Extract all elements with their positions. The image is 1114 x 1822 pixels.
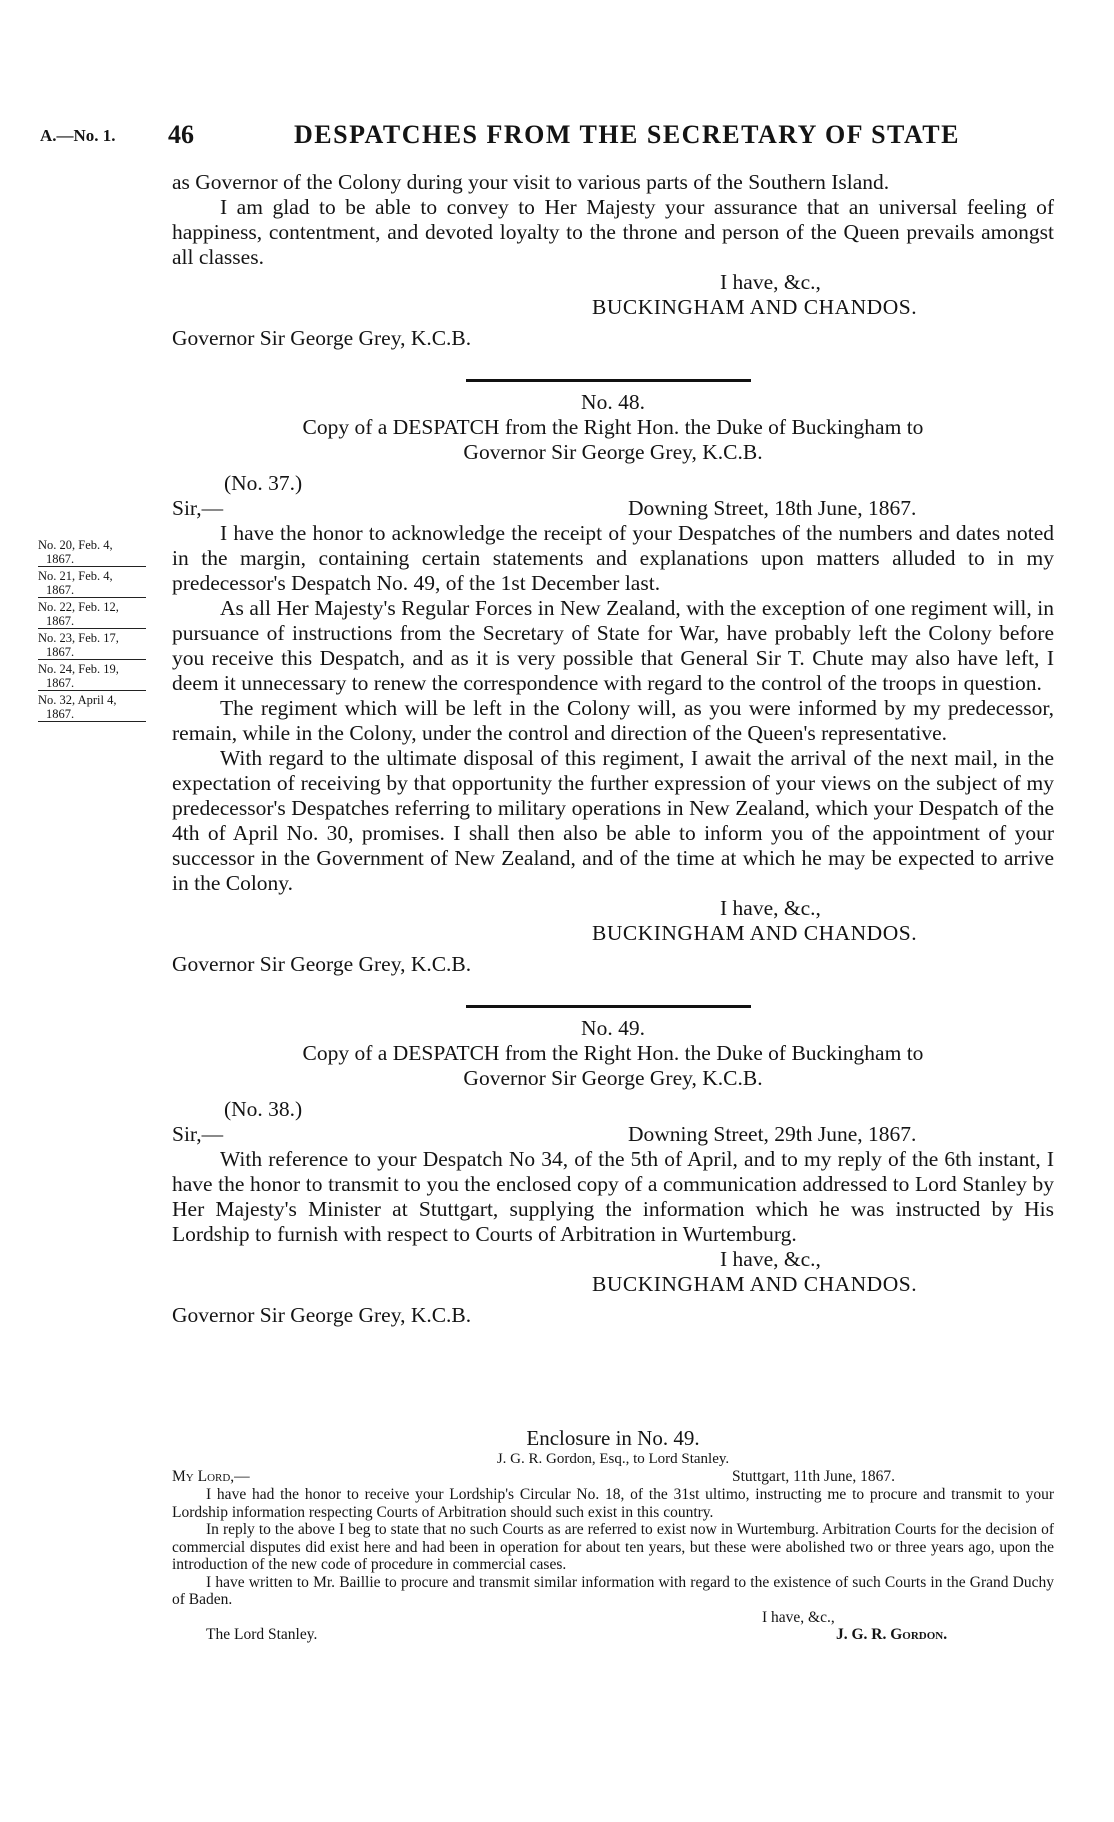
enclosure-paragraph: I have written to Mr. Baillie to procure and transmit similar information with regard to the existence of such Courts in the Grand Duchy of Baden. xyxy=(172,1573,1054,1608)
enclosure-paragraph: I have had the honor to receive your Lordship's Circular No. 18, of the 31st ultimo, instructing me to procure and transmit to your Lordship information respecting Courts of Arbitration should such exist in this country. xyxy=(172,1486,1054,1521)
despatch-ref: (No. 37.) xyxy=(224,471,303,495)
margin-note: No. 24, Feb. 19, 1867. xyxy=(38,662,156,691)
enclosure-from: J. G. R. Gordon, Esq., to Lord Stanley. xyxy=(496,1451,730,1467)
enclosure-addressee: The Lord Stanley. xyxy=(206,1626,318,1643)
closing: I have, &c., xyxy=(720,1247,821,1271)
closing: I have, &c., xyxy=(720,270,821,294)
section-divider xyxy=(466,1005,751,1008)
margin-note: No. 22, Feb. 12, 1867. xyxy=(38,600,156,629)
margin-note: No. 20, Feb. 4, 1867. xyxy=(38,538,156,567)
body-paragraph: With regard to the ultimate disposal of this regiment, I await the arrival of the next mail, in the expectation of receiving by that opportunity the further expression of your views on the subject of my predecessor's Despatches referring to military operations in New Zealand, which your Despatch of the 4th of April No. 30, promises. I shall then also be able to inform you of the appointment of your successor in the Government of New Zealand, and of the time at which he may be expected to arrive in the Colony. xyxy=(172,746,1054,895)
salutation: Sir,— xyxy=(172,496,224,520)
despatch-heading-recipient: Governor Sir George Grey, K.C.B. xyxy=(463,1066,763,1090)
enclosure-salutation: My Lord,— xyxy=(172,1468,250,1485)
addressee: Governor Sir George Grey, K.C.B. xyxy=(172,1303,472,1327)
dateline: Downing Street, 29th June, 1867. xyxy=(628,1122,917,1146)
signature: BUCKINGHAM AND CHANDOS. xyxy=(592,295,918,319)
despatch-heading: Copy of a DESPATCH from the Right Hon. the Duke of Buckingham to xyxy=(302,415,924,439)
body-line: as Governor of the Colony during your visit to various parts of the Southern Island. xyxy=(172,170,890,194)
enclosure-end-row xyxy=(172,1626,1054,1644)
salutation-row xyxy=(172,1122,1054,1147)
despatch-number: No. 48. xyxy=(581,390,645,414)
margin-note: No. 23, Feb. 17, 1867. xyxy=(38,631,156,660)
body-paragraph: I am glad to be able to convey to Her Majesty your assurance that an universal feeling of happiness, contentment, and devoted loyalty to the throne and person of the Queen prevails amongst all classes. xyxy=(172,195,1054,269)
enclosure-paragraph: In reply to the above I beg to state that no such Courts as are referred to exist now in Wurtemburg. Arbitration Courts for the decision of commercial disputes did exist here and had been in operation for about ten years, but these were abolished two or three years ago, upon the introduction of the new code of procedure in commercial cases. xyxy=(172,1521,1054,1573)
addressee: Governor Sir George Grey, K.C.B. xyxy=(172,326,472,350)
page-number: 46 xyxy=(168,120,194,149)
page-header xyxy=(40,118,1074,152)
despatch-number: No. 49. xyxy=(581,1016,645,1040)
signature: BUCKINGHAM AND CHANDOS. xyxy=(592,921,918,945)
paper-reference: A.—No. 1. xyxy=(40,126,116,145)
despatch-heading: Copy of a DESPATCH from the Right Hon. the Duke of Buckingham to xyxy=(302,1041,924,1065)
salutation-row xyxy=(172,496,1054,521)
despatch-ref: (No. 38.) xyxy=(224,1097,303,1121)
body-paragraph: The regiment which will be left in the Colony will, as you were informed by my predecessor, remain, while in the Colony, under the control and direction of the Queen's representative. xyxy=(172,696,1054,745)
salutation: Sir,— xyxy=(172,1122,224,1146)
despatch-heading-recipient: Governor Sir George Grey, K.C.B. xyxy=(463,440,763,464)
margin-note: No. 21, Feb. 4, 1867. xyxy=(38,569,156,598)
margin-note: No. 32, April 4, 1867. xyxy=(38,693,156,722)
addressee: Governor Sir George Grey, K.C.B. xyxy=(172,952,472,976)
body-paragraph: As all Her Majesty's Regular Forces in New Zealand, with the exception of one regiment will, in pursuance of instructions from the Secretary of State for War, have probably left the Colony before you receive this Despatch, and as it is very possible that General Sir T. Chute may also have left, I deem it unnecessary to renew the correspondence with regard to the control of the troops in question. xyxy=(172,596,1054,695)
enclosure-closing: I have, &c., xyxy=(762,1608,835,1626)
margin-notes xyxy=(38,538,156,724)
dateline: Downing Street, 18th June, 1867. xyxy=(628,496,917,520)
body-paragraph: I have the honor to acknowledge the receipt of your Despatches of the numbers and dates noted in the margin, containing certain statements and explanations upon matters alluded to in my predecessor's Despatch No. 49, of the 1st December last. xyxy=(172,521,1054,595)
body-paragraph: With reference to your Despatch No 34, of the 5th of April, and to my reply of the 6th instant, I have the honor to transmit to you the enclosed copy of a communication addressed to Lord Stanley by Her Majesty's Minister at Stuttgart, supplying the information which he was instructed by His Lordship to furnish with respect to Courts of Arbitration in Wurtemburg. xyxy=(172,1147,1054,1246)
main-column xyxy=(172,170,1054,1328)
enclosure-title: Enclosure in No. 49. xyxy=(526,1426,700,1450)
closing: I have, &c., xyxy=(720,896,821,920)
enclosure-dateline: Stuttgart, 11th June, 1867. xyxy=(732,1468,896,1485)
signature: BUCKINGHAM AND CHANDOS. xyxy=(592,1272,918,1296)
enclosure-signature: J. G. R. Gordon. xyxy=(836,1626,948,1643)
running-title: DESPATCHES FROM THE SECRETARY OF STATE xyxy=(294,120,960,149)
enclosure-salutation-row xyxy=(172,1468,1054,1486)
enclosure xyxy=(172,1426,1054,1644)
section-divider xyxy=(466,379,751,382)
